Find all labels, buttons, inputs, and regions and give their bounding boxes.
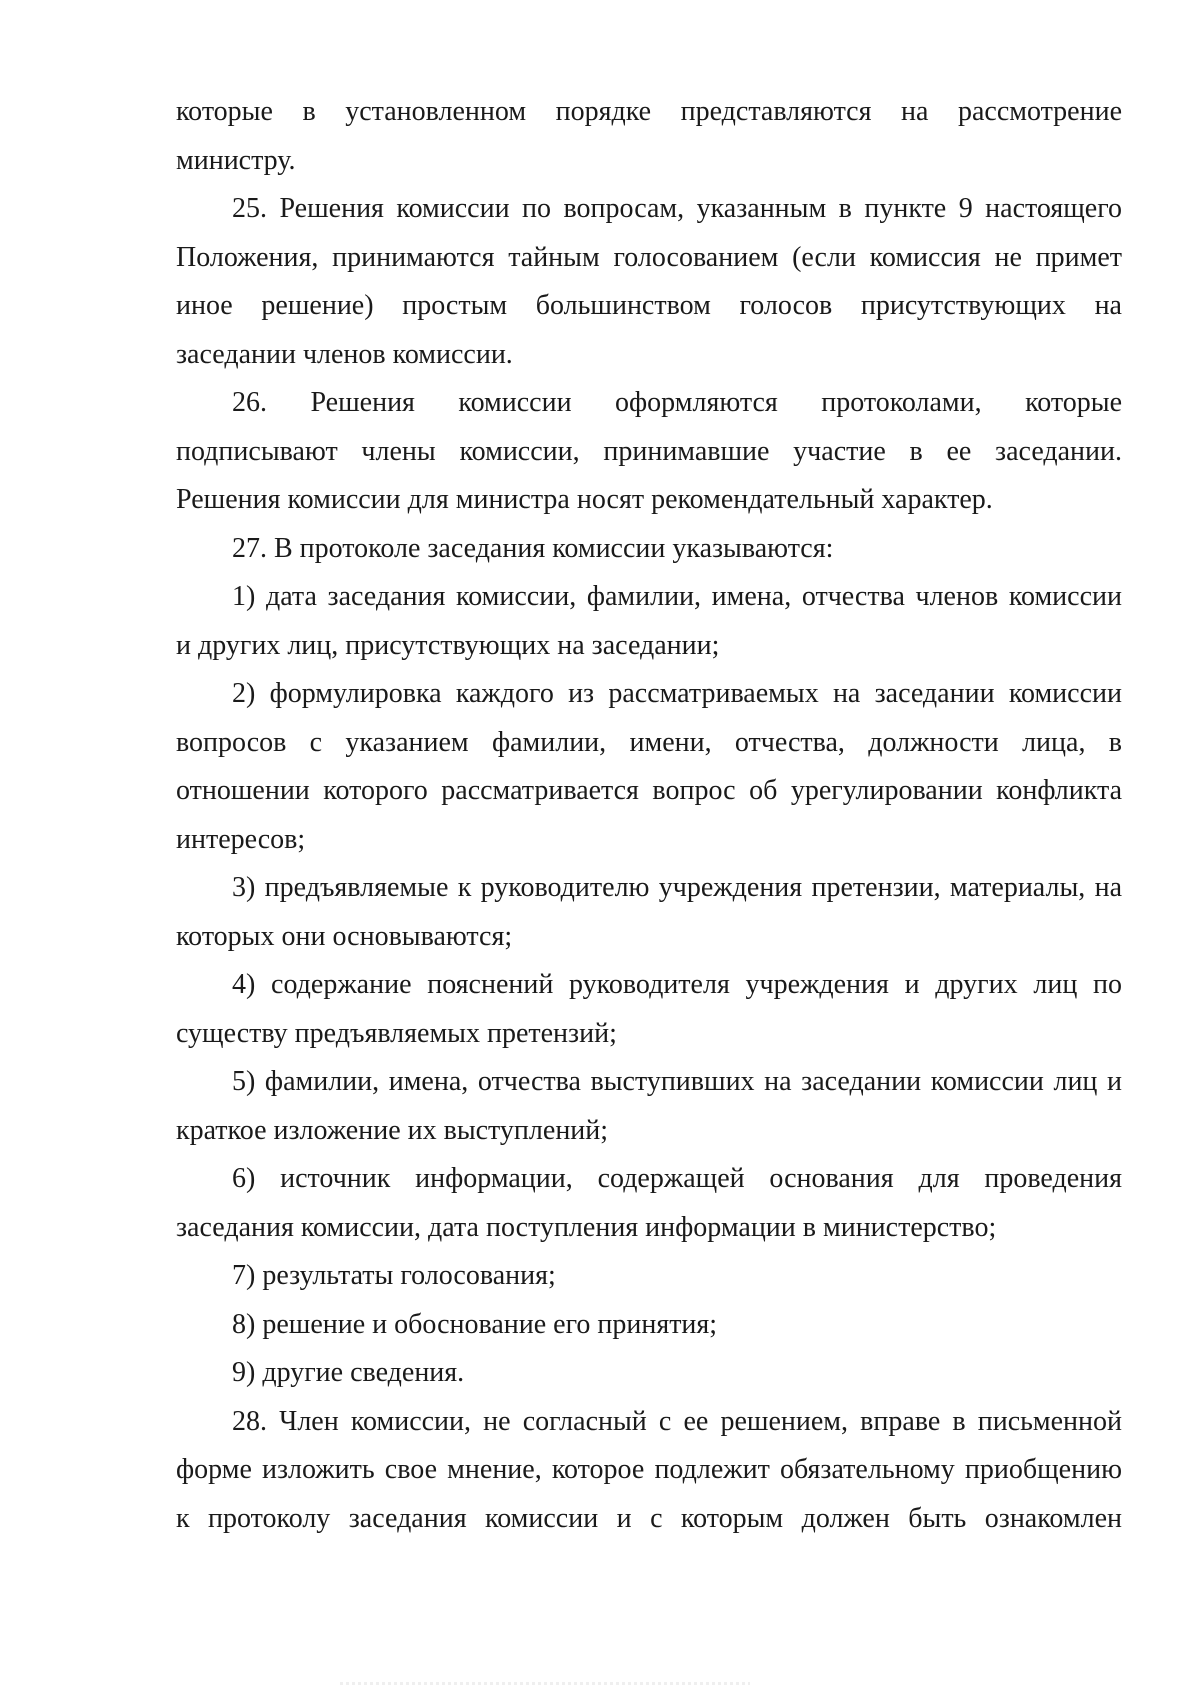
- text-line: 6) источник информации, содержащей основания для проведения: [232, 1163, 1122, 1194]
- text-line: Положения, принимаются тайным голосованием (если комиссия не примет: [176, 241, 1122, 273]
- text-line: заседании членов комиссии.: [176, 338, 513, 370]
- text-line: 3) предъявляемые к руководителю учреждения претензии, материалы, на: [232, 872, 1122, 903]
- text-line: подписывают члены комиссии, принимавшие участие в ее заседании.: [176, 435, 1122, 467]
- document-page: [176, 88, 1122, 1543]
- text-line: 9) другие сведения.: [232, 1357, 465, 1388]
- text-line: 27. В протоколе заседания комиссии указываются:: [232, 532, 834, 564]
- text-line: 4) содержание пояснений руководителя учреждения и других лиц по: [232, 969, 1122, 1000]
- text-line: Решения комиссии для министра носят рекомендательный характер.: [176, 484, 993, 515]
- text-line: министру.: [176, 144, 296, 176]
- text-line: форме изложить свое мнение, которое подлежит обязательному приобщению: [176, 1454, 1122, 1485]
- text-line: интересов;: [176, 823, 306, 855]
- text-line: 28. Член комиссии, не согласный с ее решением, вправе в письменной: [232, 1405, 1122, 1437]
- text-line: 8) решение и обоснование его принятия;: [232, 1308, 718, 1340]
- text-line: которых они основываются;: [176, 920, 513, 952]
- text-line: заседания комиссии, дата поступления информации в министерство;: [176, 1211, 997, 1243]
- scan-artifact: [340, 1682, 750, 1685]
- text-line: и других лиц, присутствующих на заседании;: [176, 629, 720, 661]
- text-line: 25. Решения комиссии по вопросам, указанным в пункте 9 настоящего: [232, 193, 1122, 224]
- text-line: отношении которого рассматривается вопрос об урегулировании конфликта: [176, 775, 1122, 806]
- document-body: [176, 88, 1122, 1543]
- text-line: 5) фамилии, имена, отчества выступивших на заседании комиссии лиц и: [232, 1066, 1122, 1097]
- text-line: краткое изложение их выступлений;: [176, 1114, 609, 1146]
- text-line: 2) формулировка каждого из рассматриваемых на заседании комиссии: [232, 678, 1122, 709]
- text-line: вопросов с указанием фамилии, имени, отчества, должности лица, в: [176, 726, 1122, 758]
- text-line: которые в установленном порядке представляются на рассмотрение: [176, 96, 1122, 127]
- text-line: 1) дата заседания комиссии, фамилии, имена, отчества членов комиссии: [232, 581, 1122, 612]
- text-line: 26. Решения комиссии оформляются протоколами, которые: [232, 387, 1122, 418]
- text-line: иное решение) простым большинством голосов присутствующих на: [176, 290, 1122, 321]
- text-line: 7) результаты голосования;: [232, 1260, 556, 1291]
- text-line: существу предъявляемых претензий;: [176, 1017, 617, 1049]
- text-line: к протоколу заседания комиссии и с которым должен быть ознакомлен: [176, 1502, 1122, 1534]
